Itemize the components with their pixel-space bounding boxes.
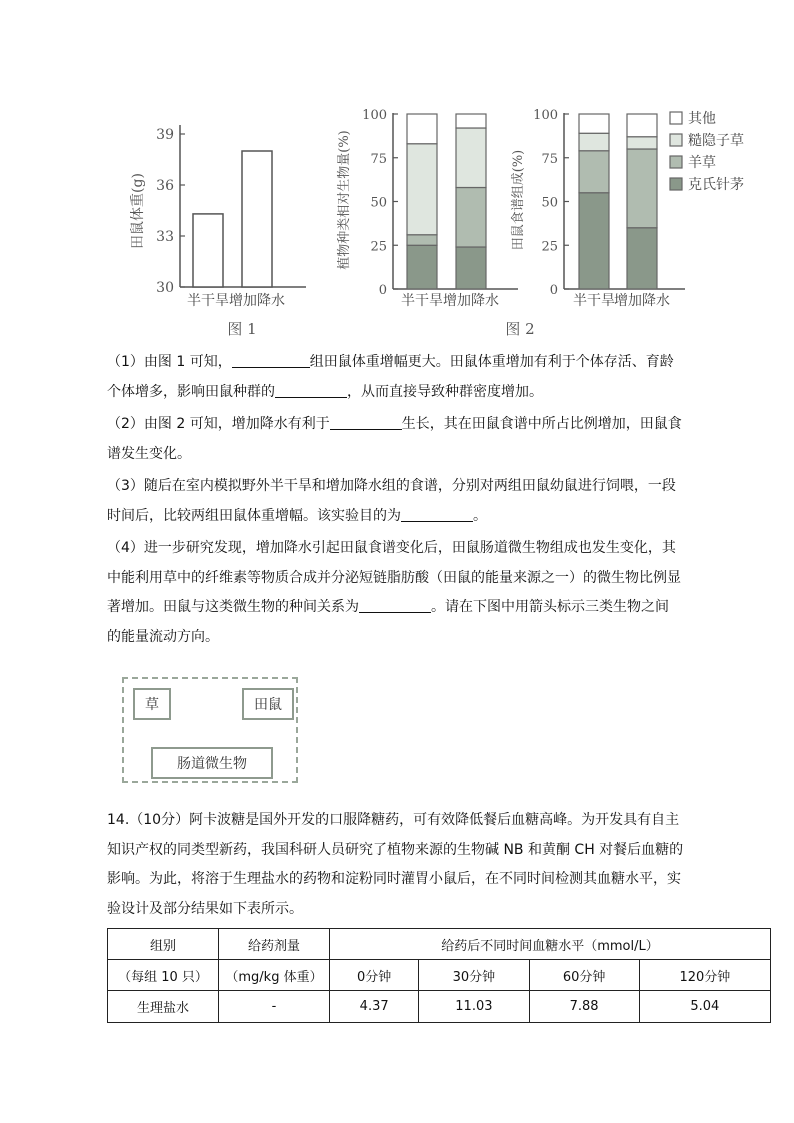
- fig2-caption: 图 2: [505, 320, 535, 338]
- fig2-right-y-tick-label: 100: [533, 108, 558, 123]
- th-group: 组别: [108, 929, 219, 960]
- fig2-right-y-tick-label: 75: [541, 151, 558, 167]
- cell-value: 5.04: [639, 991, 770, 1023]
- figure-1: [130, 125, 306, 338]
- question-4: [107, 534, 682, 652]
- fig1-x-tick-label: 半干旱: [187, 293, 229, 309]
- q1-text-pre: （1）由图 1 可知，: [107, 354, 232, 370]
- gut-microbe-box[interactable]: [151, 747, 273, 779]
- fig1-y-tick-label: 39: [156, 127, 174, 143]
- q3-blank[interactable]: [401, 505, 473, 522]
- fig2-right-bar-segment: [579, 193, 609, 289]
- q2-text-pre: （2）由图 2 可知，增加降水有利于: [107, 416, 330, 432]
- fig2-left-bar-segment: [456, 247, 486, 289]
- question-1: [107, 348, 682, 407]
- fig2-left-bar-segment: [456, 128, 486, 188]
- legend-swatch: [670, 178, 682, 190]
- fig2-right-bar-segment: [579, 133, 609, 151]
- fig2-left-x-tick-label: 半干旱: [401, 293, 443, 309]
- fig2-left-bar-segment: [407, 144, 437, 235]
- q4-blank[interactable]: [359, 596, 431, 613]
- th-time-0: 0分钟: [330, 960, 419, 991]
- table-row: [108, 991, 771, 1023]
- q4-text-pre: （4）进一步研究发现，增加降水引起田鼠食谱变化后，田鼠肠道微生物组成也发生变化，其中能利用草中的纤维素等物质合成并分泌短链脂肪酸（田鼠的能量来源之一）的微生物比例显著增加。田鼠与这类微生物的种间关系为: [107, 540, 681, 615]
- figure-area: [130, 100, 770, 345]
- q2-blank[interactable]: [330, 413, 402, 430]
- fig2-left-bar-segment: [407, 114, 437, 144]
- fig2-left-y-tick-label: 0: [378, 283, 387, 298]
- fig1-y-tick-label: 30: [156, 280, 174, 296]
- fig2-right-y-tick-label: 25: [541, 239, 558, 255]
- legend-label: 羊草: [688, 155, 716, 171]
- q3-text-post: 。: [473, 507, 487, 524]
- legend-swatch: [670, 112, 682, 124]
- cell-value: 4.37: [330, 991, 419, 1023]
- q3-text-pre: （3）随后在室内模拟野外半干旱和增加降水组的食谱，分别对两组田鼠幼鼠进行饲喂，一段时间后，比较两组田鼠体重增幅。该实验目的为: [107, 478, 676, 524]
- fig1-y-axis-label: 田鼠体重(g): [130, 173, 146, 249]
- results-table: [107, 928, 771, 1023]
- th-time-120: 120分钟: [639, 960, 770, 991]
- fig2-right-bar-segment: [627, 149, 657, 228]
- q1-text-post: ，从而直接导致种群密度增加。: [347, 383, 543, 400]
- fig1-bar: [242, 151, 272, 287]
- cell-dose: -: [219, 991, 330, 1023]
- fig2-right-y-axis-label: 田鼠食谱组成(%): [511, 149, 526, 251]
- fig2-left-y-axis-label: 植物种类相对生物量(%): [337, 130, 352, 270]
- q1-text-mid: 组田鼠体重增幅更大。田鼠体重增加有利于个体存活、育龄个体增多，影响田鼠种群的: [107, 354, 674, 400]
- grass-label: 草: [145, 697, 159, 713]
- q14-text: 14.（10分）阿卡波糖是国外开发的口服降糖药，可有效降低餐后血糖高峰。为开发具有自主知识产权的同类型新药，我国科研人员研究了植物来源的生物碱 NB 和黄酮 CH 对餐后血糖的影响。为此，将溶于生理盐水的药物和淀粉同时灌胃小鼠后，在不同时间检测其血糖水平，实验设计及部分结果如下表所示。: [107, 812, 684, 917]
- fig1-caption: 图 1: [227, 320, 257, 338]
- q2-text-post: 生长，其在田鼠食谱中所占比例增加，田鼠食谱发生变化。: [107, 416, 682, 462]
- th-dose: 给药剂量: [219, 929, 330, 960]
- th-time-30: 30分钟: [419, 960, 529, 991]
- question-14: [107, 806, 687, 924]
- fig2-left-bar-segment: [407, 235, 437, 246]
- th-time: 给药后不同时间血糖水平（mmol/L）: [330, 929, 771, 960]
- q1-blank-2[interactable]: [275, 381, 347, 398]
- cell-value: 7.88: [529, 991, 639, 1023]
- vole-box[interactable]: [242, 688, 294, 720]
- fig2-left-bar-segment: [407, 245, 437, 289]
- fig1-bar: [193, 214, 223, 287]
- fig2-left-y-tick-label: 100: [362, 108, 387, 123]
- grass-box[interactable]: [133, 688, 171, 720]
- legend-label: 其他: [688, 111, 716, 127]
- question-2: [107, 410, 682, 469]
- fig2-left-y-tick-label: 25: [370, 239, 387, 255]
- fig2-left-y-tick-label: 50: [370, 195, 387, 211]
- legend-label: 糙隐子草: [688, 133, 744, 149]
- q1-blank-1[interactable]: [232, 351, 310, 368]
- fig2-left-bar-segment: [456, 188, 486, 248]
- fig2-left-y-tick-label: 75: [370, 151, 387, 167]
- fig2-right-bar-segment: [627, 228, 657, 289]
- fig1-y-tick-label: 33: [156, 229, 174, 245]
- figures-svg: [130, 100, 770, 345]
- fig2-left-bar-segment: [456, 114, 486, 128]
- fig2-right-bar-segment: [627, 114, 657, 137]
- fig2-right-bar-segment: [627, 137, 657, 149]
- fig2-right-x-tick-label: 增加降水: [614, 293, 670, 309]
- legend-label: 克氏针茅: [688, 177, 744, 193]
- energy-flow-diagram[interactable]: [122, 677, 298, 783]
- fig2-right-y-tick-label: 0: [549, 283, 558, 298]
- fig1-x-tick-label: 增加降水: [229, 293, 285, 309]
- gut-microbe-label: 肠道微生物: [177, 756, 247, 772]
- fig2-legend: [670, 111, 744, 193]
- fig2-right-x-tick-label: 半干旱: [573, 293, 615, 309]
- figure-2-left: [336, 108, 518, 309]
- th-time-60: 60分钟: [529, 960, 639, 991]
- legend-swatch: [670, 156, 682, 168]
- figure-2-right: [510, 108, 685, 309]
- th-dose-sub: （mg/kg 体重）: [219, 960, 330, 991]
- fig2-right-bar-segment: [579, 114, 609, 133]
- vole-label: 田鼠: [254, 697, 282, 713]
- th-group-sub: （每组 10 只）: [108, 960, 219, 991]
- q4-text-post: 。请在下图中用箭头标示三类生物之间的能量流动方向。: [107, 599, 669, 645]
- fig2-left-x-tick-label: 增加降水: [443, 293, 499, 309]
- cell-value: 11.03: [419, 991, 529, 1023]
- fig1-y-tick-label: 36: [156, 178, 174, 194]
- cell-group: 生理盐水: [108, 991, 219, 1023]
- question-3: [107, 472, 682, 531]
- legend-swatch: [670, 134, 682, 146]
- fig2-right-bar-segment: [579, 151, 609, 193]
- fig2-right-y-tick-label: 50: [541, 195, 558, 211]
